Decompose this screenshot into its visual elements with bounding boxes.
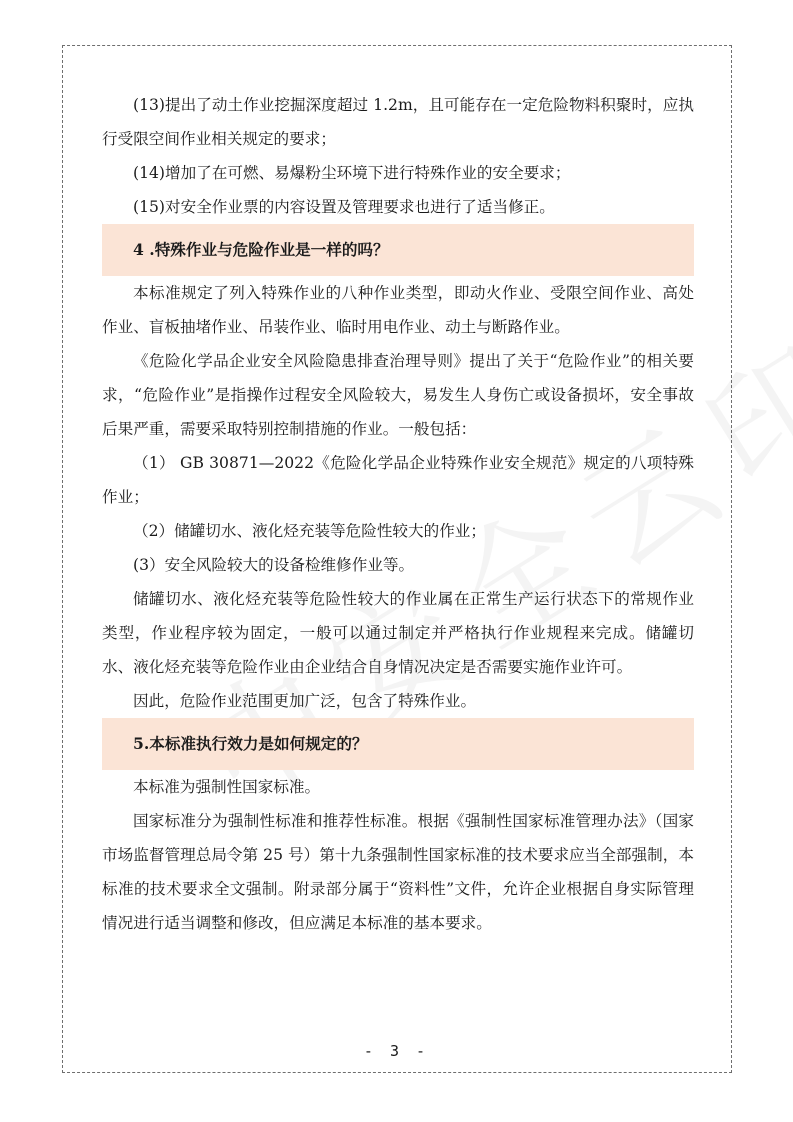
paragraph-item-15: (15)对安全作业票的内容设置及管理要求也进行了适当修正。 [133, 198, 555, 216]
section5-paragraph-2: 国家标准分为强制性标准和推荐性标准。根据《强制性国家标准管理办法》（国家市场监督管理总局令第 25 号）第十九条强制性国家标准的技术要求应当全部强制，本标准的技术要求全文强制。附录部分属于“资料性”文件，允许企业根据自身实际管理情况进行适当调整和修改，但应满足本标准的基本要求。 [102, 812, 694, 932]
section4-list-item-2: （2）储罐切水、液化烃充装等危险性较大的作业； [133, 522, 486, 540]
section4-paragraph-4: 因此，危险作业范围更加广泛，包含了特殊作业。 [133, 692, 477, 710]
section4-list-item-1: （1） GB 30871—2022《危险化学品企业特殊作业安全规范》规定的八项特殊作业； [102, 454, 694, 506]
page-number: - 3 - [363, 1042, 430, 1060]
section-heading-4: 4 .特殊作业与危险作业是一样的吗？ [102, 224, 694, 276]
section-heading-5: 5.本标准执行效力是如何规定的？ [102, 718, 694, 770]
section4-list-item-3: (3）安全风险较大的设备检维修作业等。 [133, 556, 415, 574]
paragraph-item-13: (13)提出了动土作业挖掘深度超过 1.2m，且可能存在一定危险物料积聚时，应执行受限空间作业相关规定的要求； [102, 96, 694, 148]
paragraph-item-14: (14)增加了在可燃、易爆粉尘环境下进行特殊作业的安全要求； [133, 164, 571, 182]
section5-paragraph-1: 本标准为强制性国家标准。 [133, 778, 321, 796]
document-body [102, 88, 694, 940]
section4-paragraph-3: 储罐切水、液化烃充装等危险性较大的作业属在正常生产运行状态下的常规作业类型，作业程序较为固定，一般可以通过制定并严格执行作业规程来完成。储罐切水、液化烃充装等危险作业由企业结合自身情况决定是否需要实施作业许可。 [102, 590, 694, 676]
section4-paragraph-2: 《危险化学品企业安全风险隐患排查治理导则》提出了关于“危险作业”的相关要求，“危险作业”是指操作过程安全风险较大，易发生人身伤亡或设备损坏，安全事故后果严重，需要采取特别控制措施的作业。一般包括： [102, 352, 694, 438]
section4-paragraph-1: 本标准规定了列入特殊作业的八种作业类型，即动火作业、受限空间作业、高处作业、盲板抽堵作业、吊装作业、临时用电作业、动土与断路作业。 [102, 284, 694, 336]
